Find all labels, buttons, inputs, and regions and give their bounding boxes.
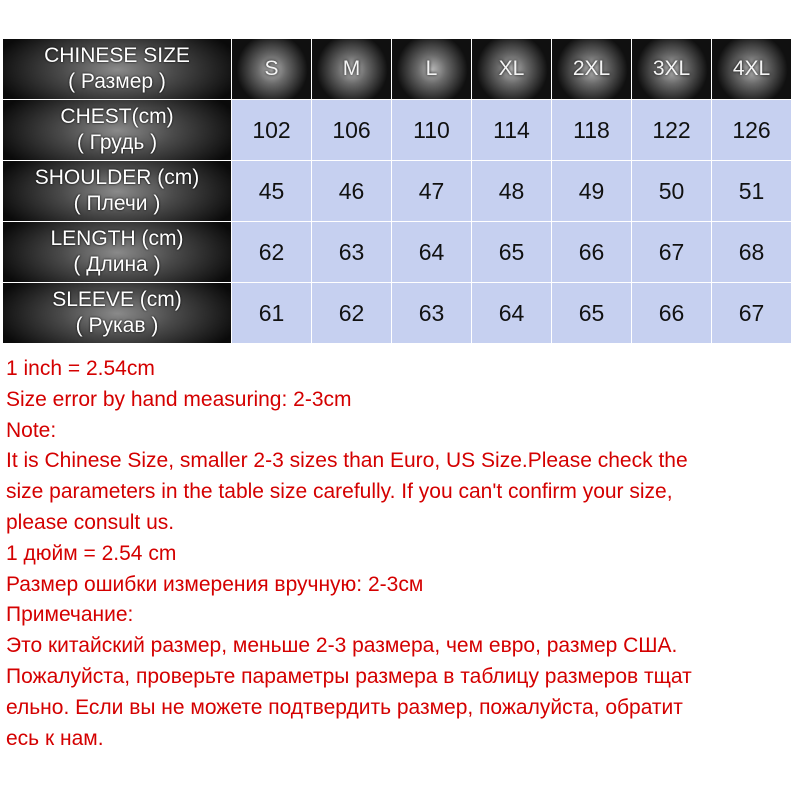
chest-value-3xl: 122 xyxy=(632,100,712,161)
sleeve-value-s: 61 xyxy=(232,283,312,344)
length-label-ru: ( Длина ) xyxy=(73,253,161,276)
chest-label-ru: ( Грудь ) xyxy=(76,131,158,154)
note-ru-heading: Примечание: xyxy=(6,603,134,627)
note-inch-conversion: 1 inch = 2.54cm xyxy=(6,357,155,380)
sleeve-value-m: 62 xyxy=(312,283,392,344)
shoulder-value-xl: 48 xyxy=(472,161,552,222)
chest-value-xl: 114 xyxy=(472,100,552,161)
size-cell-s: S xyxy=(232,39,312,100)
chest-value-s: 102 xyxy=(232,100,312,161)
shoulder-value-m: 46 xyxy=(312,161,392,222)
size-cell-3xl: 3XL xyxy=(632,39,712,100)
note-ru-chinese-size-2: Пожалуйста, проверьте параметры размера в таблицу размеров тщат xyxy=(6,664,692,688)
sleeve-label-en: SLEEVE (cm) xyxy=(52,288,182,311)
length-label-en: LENGTH (cm) xyxy=(50,227,184,250)
sleeve-row xyxy=(3,283,792,344)
sleeve-value-2xl: 65 xyxy=(552,283,632,344)
size-cell-m: M xyxy=(312,39,392,100)
note-measuring-error: Size error by hand measuring: 2-3cm xyxy=(6,387,352,411)
chest-label-cell xyxy=(3,100,232,161)
note-ru-chinese-size-4: есь к нам. xyxy=(6,726,104,750)
note-ru-chinese-size-3: ельно. Если вы не можете подтвердить размер, пожалуйста, обратит xyxy=(6,695,683,719)
chest-value-4xl: 126 xyxy=(712,100,792,161)
length-value-s: 62 xyxy=(232,222,312,283)
sleeve-value-4xl: 67 xyxy=(712,283,792,344)
note-heading: Note: xyxy=(6,418,57,442)
note-chinese-size-2: size parameters in the table size carefully. If you can't confirm your size, xyxy=(6,480,673,504)
length-value-4xl: 68 xyxy=(712,222,792,283)
sleeve-label-ru: ( Рукав ) xyxy=(75,314,159,337)
shoulder-label-ru: ( Плечи ) xyxy=(73,192,161,215)
sleeve-value-xl: 64 xyxy=(472,283,552,344)
note-chinese-size-3: please consult us. xyxy=(6,510,175,534)
header-label-cell xyxy=(3,39,232,100)
note-ru-inch-conversion: 1 дюйм = 2.54 cm xyxy=(6,541,177,565)
size-header-row xyxy=(3,39,792,100)
chest-row xyxy=(3,100,792,161)
size-cell-l: L xyxy=(392,39,472,100)
length-value-m: 63 xyxy=(312,222,392,283)
shoulder-value-l: 47 xyxy=(392,161,472,222)
note-chinese-size-1: It is Chinese Size, smaller 2-3 sizes than Euro, US Size.Please check the xyxy=(6,449,688,473)
shoulder-value-3xl: 50 xyxy=(632,161,712,222)
sleeve-value-l: 63 xyxy=(392,283,472,344)
length-row xyxy=(3,222,792,283)
chest-value-2xl: 118 xyxy=(552,100,632,161)
length-label-cell xyxy=(3,222,232,283)
note-ru-measuring-error: Размер ошибки измерения вручную: 2-3см xyxy=(6,572,424,596)
shoulder-label-en: SHOULDER (cm) xyxy=(34,166,200,189)
chest-value-m: 106 xyxy=(312,100,392,161)
size-notes xyxy=(6,354,798,754)
size-chart-table xyxy=(2,38,792,344)
size-chart-body xyxy=(3,39,792,344)
sleeve-value-3xl: 66 xyxy=(632,283,712,344)
length-value-3xl: 67 xyxy=(632,222,712,283)
shoulder-value-4xl: 51 xyxy=(712,161,792,222)
note-ru-chinese-size-1: Это китайский размер, меньше 2-3 размера, чем евро, размер США. xyxy=(6,634,678,658)
size-cell-4xl: 4XL xyxy=(712,39,792,100)
sleeve-label-cell xyxy=(3,283,232,344)
length-value-2xl: 66 xyxy=(552,222,632,283)
header-label-ru: ( Размер ) xyxy=(68,70,166,93)
shoulder-label-cell xyxy=(3,161,232,222)
shoulder-value-2xl: 49 xyxy=(552,161,632,222)
length-value-l: 64 xyxy=(392,222,472,283)
shoulder-row xyxy=(3,161,792,222)
chest-label-en: CHEST(cm) xyxy=(60,105,174,128)
size-cell-2xl: 2XL xyxy=(552,39,632,100)
header-label-en: CHINESE SIZE xyxy=(44,44,190,67)
size-cell-xl: XL xyxy=(472,39,552,100)
length-value-xl: 65 xyxy=(472,222,552,283)
chest-value-l: 110 xyxy=(392,100,472,161)
shoulder-value-s: 45 xyxy=(232,161,312,222)
